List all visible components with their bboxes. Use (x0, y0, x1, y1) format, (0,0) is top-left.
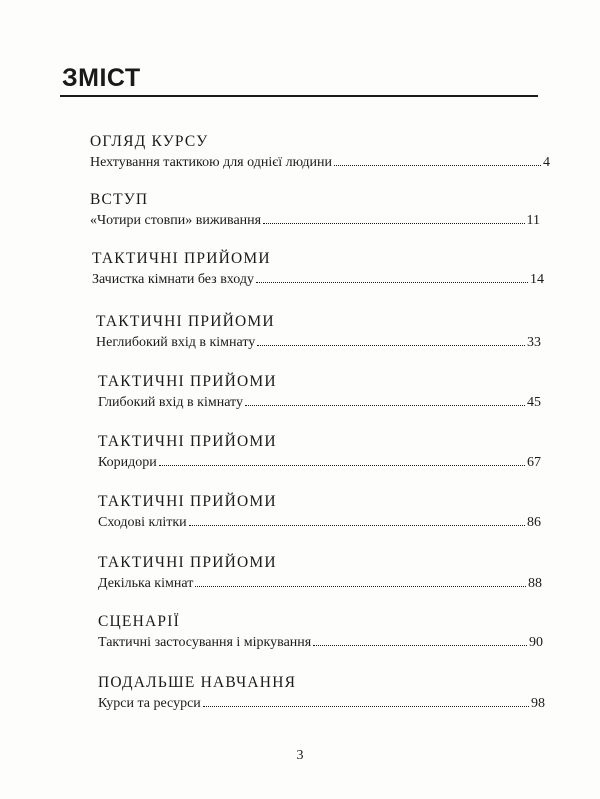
toc-section-heading: ОГЛЯД КУРСУ (90, 133, 209, 150)
toc-page-number: 33 (527, 335, 541, 350)
dot-leader (245, 393, 525, 406)
toc-line (90, 153, 550, 173)
dot-leader (334, 153, 541, 166)
dot-leader (159, 453, 525, 466)
toc-entry (98, 673, 545, 714)
toc-section-heading: ТАКТИЧНІ ПРИЙОМИ (96, 313, 275, 330)
dot-leader (257, 333, 525, 346)
toc-page-number: 14 (530, 272, 544, 287)
page-number: 3 (296, 748, 304, 763)
toc-section-heading: ТАКТИЧНІ ПРИЙОМИ (98, 554, 277, 571)
toc-section-heading: ВСТУП (90, 191, 149, 208)
toc-entry (98, 612, 543, 653)
toc-page-number: 86 (527, 515, 541, 530)
toc-page-number: 98 (531, 696, 545, 711)
toc-entry (90, 132, 550, 173)
toc-entry-title: Декілька кімнат (98, 576, 194, 591)
dot-leader (195, 574, 526, 587)
toc-section-heading: ТАКТИЧНІ ПРИЙОМИ (92, 250, 271, 267)
toc-section-heading: ТАКТИЧНІ ПРИЙОМИ (98, 493, 277, 510)
dot-leader (263, 211, 524, 224)
toc-page-number: 45 (527, 395, 541, 410)
toc-line (96, 333, 541, 353)
dot-leader (313, 633, 527, 646)
dot-leader (189, 513, 525, 526)
toc-line (98, 453, 541, 473)
toc-section-heading: СЦЕНАРІЇ (98, 613, 180, 630)
toc-line (98, 513, 541, 533)
toc-entry (92, 249, 544, 290)
toc-title: ЗМІСТ (62, 64, 141, 92)
toc-page-number: 88 (528, 576, 542, 591)
toc-entry (98, 553, 542, 594)
toc-page-number: 4 (543, 155, 550, 170)
toc-entry-title: Неглибокий вхід в кімнату (96, 335, 256, 350)
toc-entry-title: Зачистка кімнати без входу (92, 272, 254, 287)
toc-section-heading: ТАКТИЧНІ ПРИЙОМИ (98, 373, 277, 390)
toc-line (92, 270, 544, 290)
toc-entry (96, 312, 541, 353)
toc-line (98, 633, 543, 653)
toc-line (90, 211, 540, 231)
toc-entry-title: Сходові клітки (98, 515, 187, 530)
toc-entry (90, 190, 540, 231)
toc-entry-title: Коридори (98, 455, 157, 470)
dot-leader (203, 694, 529, 707)
toc-section-heading: ТАКТИЧНІ ПРИЙОМИ (98, 433, 277, 450)
toc-entry (98, 492, 541, 533)
toc-entry-title: Курси та ресурси (98, 696, 201, 711)
toc-entry (98, 432, 541, 473)
toc-line (98, 694, 545, 714)
toc-page-number: 11 (526, 213, 540, 228)
toc-entry-title: Тактичні застосування і міркування (98, 635, 312, 650)
toc-section-heading: ПОДАЛЬШЕ НАВЧАННЯ (98, 674, 297, 691)
toc-entry-title: Глибокий вхід в кімнату (98, 395, 243, 410)
toc-entry-title: Нехтування тактикою для однієї людини (90, 155, 332, 170)
toc-page-number: 67 (527, 455, 541, 470)
toc-entry (98, 372, 541, 413)
dot-leader (256, 270, 528, 283)
toc-page-number: 90 (529, 635, 543, 650)
toc-line (98, 574, 542, 594)
toc-line (98, 393, 541, 413)
toc-entry-title: «Чотири стовпи» виживання (90, 213, 262, 228)
title-rule (60, 95, 538, 97)
